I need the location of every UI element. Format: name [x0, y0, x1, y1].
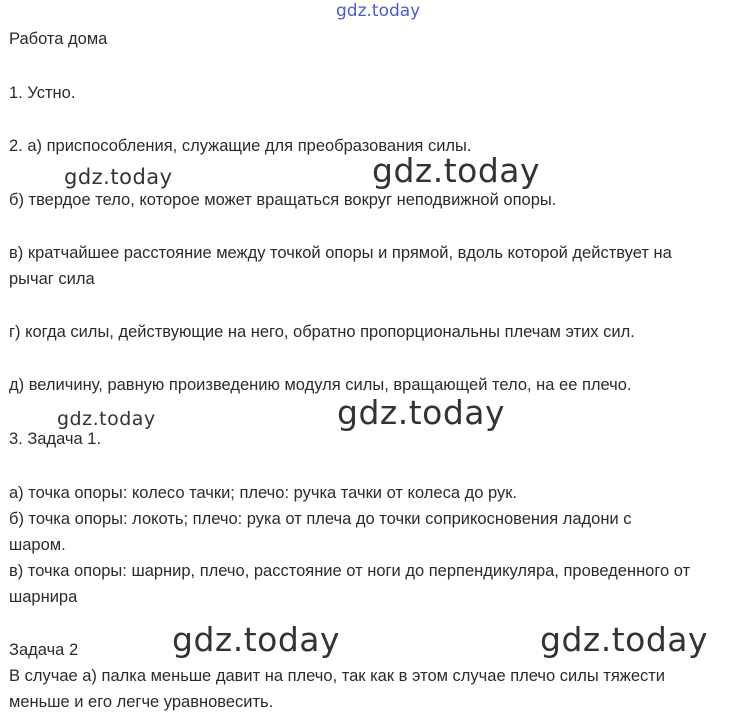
answer-item-2a: 2. а) приспособления, служащие для преобразования силы. — [9, 137, 472, 155]
answer-item-2b: б) твердое тело, которое может вращаться вокруг неподвижной опоры. — [9, 191, 557, 209]
watermark: gdz.today — [57, 408, 156, 430]
answer-item-2g: г) когда силы, действующие на него, обратно пропорциональны плечам этих сил. — [9, 323, 635, 341]
task-1-title: 3. Задача 1. — [9, 430, 102, 448]
watermark: gdz.today — [540, 620, 709, 659]
task-2-answer-line1: В случае а) палка меньше давит на плечо, так как в этом случае плечо силы тяжести — [9, 667, 666, 685]
task-1-answer-v-line1: в) точка опоры: шарнир, плечо, расстояние от ноги до перпендикуляра, проведенного от — [9, 562, 691, 580]
watermark: gdz.today — [64, 165, 173, 189]
task-1-answer-v-line2: шарнира — [9, 588, 78, 606]
answer-item-2v-line1: в) кратчайшее расстояние между точкой опоры и прямой, вдоль которой действует на — [9, 244, 672, 262]
watermark: gdz.today — [172, 620, 341, 659]
page-heading: Работа дома — [9, 30, 108, 48]
task-1-answer-a: а) точка опоры: колесо тачки; плечо: ручка тачки от колеса до рук. — [9, 484, 518, 502]
task-2-title: Задача 2 — [9, 641, 79, 659]
answer-item-1: 1. Устно. — [9, 84, 76, 102]
task-1-answer-b-line1: б) точка опоры: локоть; плечо: рука от плеча до точки соприкосновения ладони с — [9, 510, 632, 528]
answer-item-2v-line2: рычаг сила — [9, 270, 95, 288]
watermark-top: gdz.today — [336, 1, 421, 21]
task-2-answer-line2: меньше и его легче уравновесить. — [9, 693, 274, 711]
answer-item-2d: д) величину, равную произведению модуля силы, вращающей тело, на ее плечо. — [9, 376, 632, 394]
task-1-answer-b-line2: шаром. — [9, 536, 66, 554]
watermark: gdz.today — [337, 393, 506, 432]
watermark: gdz.today — [372, 151, 541, 190]
